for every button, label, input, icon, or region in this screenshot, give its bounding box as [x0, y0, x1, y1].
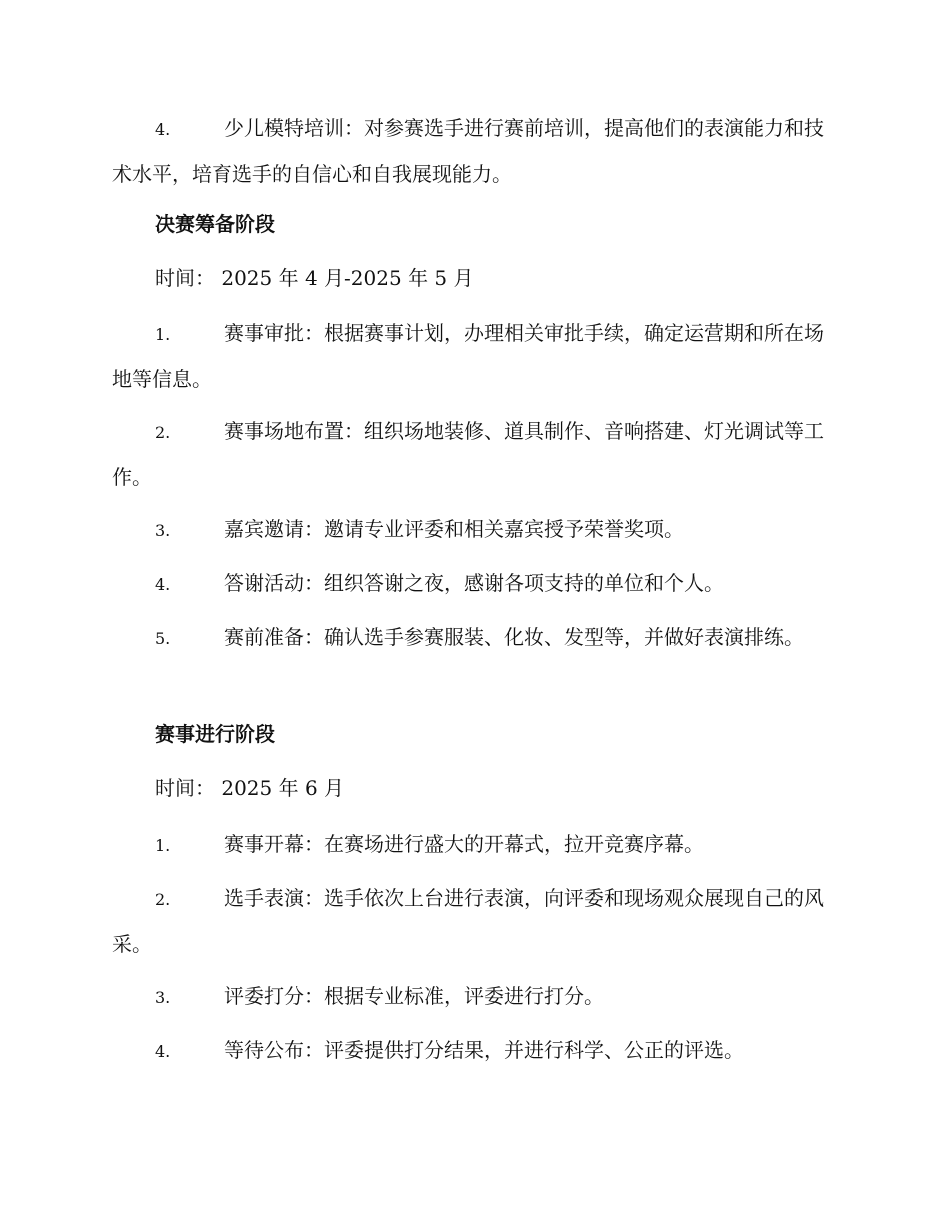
- list-item-text: 选手表演：选手依次上台进行表演，向评委和现场观众展现自己的风采。: [112, 886, 824, 956]
- list-item-number: 2.: [155, 890, 171, 909]
- list-item: [112, 615, 842, 661]
- list-item-number: 4.: [155, 575, 171, 594]
- list-item: [112, 876, 842, 966]
- list-item-number: 1.: [155, 325, 171, 344]
- list-item-number: 3.: [155, 988, 171, 1007]
- list-item-text: 赛事审批：根据赛事计划，办理相关审批手续，确定运营期和所在场地等信息。: [112, 321, 824, 391]
- list-item-number: 3.: [155, 521, 171, 540]
- list-item: [112, 507, 842, 553]
- list-item: [112, 106, 842, 196]
- list-item-number: 5.: [155, 629, 171, 648]
- list-item-text: 评委打分：根据专业标准，评委进行打分。: [224, 984, 604, 1008]
- list-item: [112, 561, 842, 607]
- list-item-text: 赛事开幕：在赛场进行盛大的开幕式，拉开竞赛序幕。: [224, 832, 704, 856]
- list-item: [112, 974, 842, 1020]
- section-heading: 赛事进行阶段: [155, 722, 275, 746]
- list-item-number: 4.: [155, 120, 171, 139]
- list-item-number: 1.: [155, 836, 171, 855]
- list-item-number: 4.: [155, 1042, 171, 1061]
- list-item: [112, 822, 842, 868]
- list-item-text: 嘉宾邀请：邀请专业评委和相关嘉宾授予荣誉奖项。: [224, 517, 684, 541]
- list-item-text: 答谢活动：组织答谢之夜，感谢各项支持的单位和个人。: [224, 571, 724, 595]
- section-heading: 决赛筹备阶段: [155, 212, 275, 236]
- list-item-text: 赛事场地布置：组织场地装修、道具制作、音响搭建、灯光调试等工作。: [112, 419, 824, 489]
- list-item: [112, 311, 842, 401]
- section-time: 时间： 2025 年 4 月-2025 年 5 月: [155, 266, 474, 290]
- list-item-text: 赛前准备：确认选手参赛服装、化妆、发型等，并做好表演排练。: [224, 625, 804, 649]
- list-item: [112, 409, 842, 499]
- list-item: [112, 1028, 842, 1074]
- list-item-text: 少儿模特培训：对参赛选手进行赛前培训，提高他们的表演能力和技术水平，培育选手的自信心和自我展现能力。: [112, 116, 824, 186]
- section-time: 时间： 2025 年 6 月: [155, 776, 345, 800]
- list-item-text: 等待公布：评委提供打分结果，并进行科学、公正的评选。: [224, 1038, 744, 1062]
- list-item-number: 2.: [155, 423, 171, 442]
